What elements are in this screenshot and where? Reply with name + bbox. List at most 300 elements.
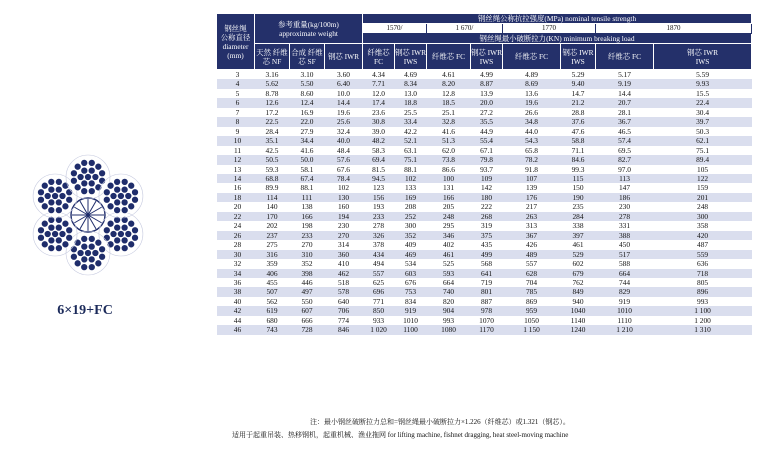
table-row xyxy=(217,155,752,164)
table-cell: 869 xyxy=(503,297,561,306)
table-cell: 12.4 xyxy=(290,98,325,107)
table-cell: 198 xyxy=(290,221,325,230)
col-iwr-1670: 钢芯 IWR IWS xyxy=(471,44,503,70)
wire-icon xyxy=(70,177,77,184)
table-cell: 352 xyxy=(395,231,427,240)
table-cell: 48.2 xyxy=(363,136,395,145)
table-cell: 666 xyxy=(290,316,325,325)
diameter-cell: 7 xyxy=(217,108,255,117)
table-cell: 959 xyxy=(503,306,561,315)
table-cell: 115 xyxy=(561,174,596,183)
wire-icon xyxy=(95,260,102,267)
diameter-cell: 38 xyxy=(217,287,255,296)
table-cell: 30.8 xyxy=(363,117,395,126)
table-cell: 300 xyxy=(395,221,427,230)
table-cell: 409 xyxy=(395,240,427,249)
wire-icon xyxy=(37,234,44,241)
col-iwr-1870: 钢芯 IWR IWS xyxy=(654,44,752,70)
table-cell: 230 xyxy=(325,221,363,230)
table-cell: 313 xyxy=(503,221,561,230)
table-cell: 51.3 xyxy=(427,136,471,145)
table-cell: 518 xyxy=(325,278,363,287)
table-cell: 150 xyxy=(561,183,596,192)
table-cell: 593 xyxy=(427,269,471,278)
table-cell: 54.3 xyxy=(503,136,561,145)
table-cell: 993 xyxy=(654,297,752,306)
table-cell: 190 xyxy=(561,193,596,202)
table-cell: 940 xyxy=(561,297,596,306)
table-cell: 44.9 xyxy=(471,127,503,136)
table-cell: 5.17 xyxy=(596,70,654,80)
table-cell: 88.1 xyxy=(395,165,427,174)
wire-icon xyxy=(59,192,66,199)
wire-icon xyxy=(88,159,95,166)
table-cell: 73.8 xyxy=(427,155,471,164)
table-cell: 44.0 xyxy=(503,127,561,136)
table-cell: 78.4 xyxy=(325,174,363,183)
table-cell: 696 xyxy=(363,287,395,296)
table-cell: 57.6 xyxy=(325,155,363,164)
table-cell: 607 xyxy=(290,306,325,315)
table-cell: 102 xyxy=(325,183,363,192)
wire-icon xyxy=(44,230,51,237)
table-cell: 5.59 xyxy=(654,70,752,80)
table-cell: 1 210 xyxy=(596,325,654,334)
table-row xyxy=(217,202,752,211)
table-cell: 79.8 xyxy=(471,155,503,164)
wire-icon xyxy=(114,178,121,185)
table-cell: 156 xyxy=(363,193,395,202)
tensile-strength-header: 钢丝绳公称抗拉强度(MPa) nominal tensile strength xyxy=(363,14,752,24)
table-cell: 17.2 xyxy=(255,108,290,117)
diameter-cell: 18 xyxy=(217,193,255,202)
table-cell: 100 xyxy=(427,174,471,183)
diameter-cell: 36 xyxy=(217,278,255,287)
wire-icon xyxy=(128,220,135,227)
table-cell: 1 310 xyxy=(654,325,752,334)
table-cell: 375 xyxy=(471,231,503,240)
table-cell: 102 xyxy=(395,174,427,183)
table-cell: 6.40 xyxy=(325,79,363,88)
table-cell: 762 xyxy=(561,278,596,287)
table-cell: 275 xyxy=(255,240,290,249)
table-cell: 397 xyxy=(561,231,596,240)
table-cell: 222 xyxy=(471,202,503,211)
wire-icon xyxy=(77,173,84,180)
table-cell: 378 xyxy=(363,240,395,249)
wire-rope-spec-table xyxy=(216,13,752,335)
table-cell: 58.3 xyxy=(363,146,395,155)
table-cell: 338 xyxy=(561,221,596,230)
wire-icon xyxy=(74,163,81,170)
table-cell: 295 xyxy=(427,221,471,230)
table-cell: 664 xyxy=(427,278,471,287)
col-iwr-1570: 钢芯 IWR IWS xyxy=(395,44,427,70)
table-cell: 3.60 xyxy=(325,70,363,80)
table-cell: 434 xyxy=(363,250,395,259)
wire-icon xyxy=(37,196,44,203)
table-cell: 487 xyxy=(654,240,752,249)
table-cell: 34.4 xyxy=(290,136,325,145)
table-cell: 4.61 xyxy=(427,70,471,80)
wire-icon xyxy=(125,192,132,199)
diameter-cell: 8 xyxy=(217,117,255,126)
table-cell: 22.5 xyxy=(255,117,290,126)
table-cell: 180 xyxy=(471,193,503,202)
table-cell: 62.1 xyxy=(654,136,752,145)
wire-icon xyxy=(81,188,88,195)
col-fc-1770: 纤维芯 FC xyxy=(503,44,561,70)
wire-icon xyxy=(114,199,121,206)
wire-icon xyxy=(88,235,95,242)
wire-icon xyxy=(88,180,95,187)
table-cell: 676 xyxy=(395,278,427,287)
table-row xyxy=(217,146,752,155)
table-cell: 133 xyxy=(395,183,427,192)
table-cell: 270 xyxy=(325,231,363,240)
diameter-cell: 32 xyxy=(217,259,255,268)
table-cell: 25.6 xyxy=(325,117,363,126)
table-cell: 410 xyxy=(325,259,363,268)
table-cell: 42.2 xyxy=(395,127,427,136)
table-cell: 193 xyxy=(363,202,395,211)
table-cell: 233 xyxy=(363,212,395,221)
wire-icon xyxy=(44,192,51,199)
table-cell: 25.1 xyxy=(427,108,471,117)
wire-icon xyxy=(81,264,88,271)
wire-icon xyxy=(107,220,114,227)
table-cell: 14.4 xyxy=(596,89,654,98)
table-cell: 450 xyxy=(596,240,654,249)
wire-icon xyxy=(114,245,121,252)
wire-icon xyxy=(77,249,84,256)
table-cell: 36.7 xyxy=(596,117,654,126)
table-cell: 62.0 xyxy=(427,146,471,155)
table-cell: 919 xyxy=(596,297,654,306)
table-cell: 69.4 xyxy=(363,155,395,164)
table-row xyxy=(217,316,752,325)
wire-icon xyxy=(55,207,62,214)
table-cell: 278 xyxy=(596,212,654,221)
wire-icon xyxy=(66,196,73,203)
table-cell: 1170 xyxy=(471,325,503,334)
table-cell: 23.6 xyxy=(363,108,395,117)
table-cell: 497 xyxy=(290,287,325,296)
wire-icon xyxy=(81,243,88,250)
table-cell: 679 xyxy=(561,269,596,278)
table-cell: 1040 xyxy=(561,306,596,315)
table-cell: 111 xyxy=(290,193,325,202)
table-cell: 603 xyxy=(395,269,427,278)
table-cell: 12.0 xyxy=(363,89,395,98)
table-cell: 131 xyxy=(427,183,471,192)
wire-icon xyxy=(110,192,117,199)
table-cell: 904 xyxy=(427,306,471,315)
wire-icon xyxy=(48,186,55,193)
diameter-cell: 5 xyxy=(217,89,255,98)
table-cell: 664 xyxy=(596,269,654,278)
table-cell: 625 xyxy=(363,278,395,287)
table-cell: 169 xyxy=(395,193,427,202)
table-cell: 1100 xyxy=(395,325,427,334)
table-cell: 37.6 xyxy=(561,117,596,126)
table-cell: 316 xyxy=(255,250,290,259)
wire-icon xyxy=(37,227,44,234)
wire-icon xyxy=(114,207,121,214)
table-cell: 86.6 xyxy=(427,165,471,174)
wire-icon xyxy=(121,237,128,244)
table-row xyxy=(217,183,752,192)
table-row xyxy=(217,269,752,278)
table-cell: 208 xyxy=(395,202,427,211)
table-cell: 113 xyxy=(596,174,654,183)
table-cell: 562 xyxy=(255,297,290,306)
diameter-cell: 26 xyxy=(217,231,255,240)
table-cell: 13.0 xyxy=(395,89,427,98)
table-cell: 499 xyxy=(471,250,503,259)
table-cell: 235 xyxy=(561,202,596,211)
table-cell: 640 xyxy=(325,297,363,306)
wire-icon xyxy=(84,173,91,180)
table-row xyxy=(217,259,752,268)
wire-icon xyxy=(131,227,138,234)
table-row xyxy=(217,212,752,221)
table-cell: 406 xyxy=(255,269,290,278)
table-row xyxy=(217,297,752,306)
rope-construction-label: 6×19+FC xyxy=(57,303,113,318)
wire-icon xyxy=(48,207,55,214)
table-cell: 55.4 xyxy=(471,136,503,145)
table-cell: 1 100 xyxy=(654,306,752,315)
table-cell: 122 xyxy=(654,174,752,183)
diameter-cell: 42 xyxy=(217,306,255,315)
table-row xyxy=(217,98,752,107)
table-cell: 58.1 xyxy=(290,165,325,174)
table-cell: 63.1 xyxy=(395,146,427,155)
diameter-cell: 12 xyxy=(217,155,255,164)
breaking-force-note: 注：最小钢丝破断拉力总和=钢丝绳最小破断拉力×1.226（纤维芯）或1.321（钢芯）。 xyxy=(310,418,570,426)
table-cell: 17.4 xyxy=(363,98,395,107)
table-cell: 263 xyxy=(503,212,561,221)
table-cell: 550 xyxy=(290,297,325,306)
wire-icon xyxy=(81,235,88,242)
table-cell: 919 xyxy=(395,306,427,315)
table-cell: 39.7 xyxy=(654,117,752,126)
table-cell: 22.0 xyxy=(290,117,325,126)
wire-icon xyxy=(107,203,114,210)
wire-icon xyxy=(41,182,48,189)
wire-icon xyxy=(41,220,48,227)
table-cell: 159 xyxy=(654,183,752,192)
table-cell: 89.4 xyxy=(654,155,752,164)
wire-icon xyxy=(88,243,95,250)
table-cell: 39.0 xyxy=(363,127,395,136)
table-cell: 8.78 xyxy=(255,89,290,98)
table-cell: 9.19 xyxy=(596,79,654,88)
table-cell: 32.8 xyxy=(427,117,471,126)
table-cell: 706 xyxy=(325,306,363,315)
table-cell: 114 xyxy=(255,193,290,202)
table-cell: 360 xyxy=(325,250,363,259)
wire-icon xyxy=(55,186,62,193)
wire-icon xyxy=(121,245,128,252)
table-cell: 47.6 xyxy=(561,127,596,136)
wire-icon xyxy=(62,220,69,227)
table-cell: 67.6 xyxy=(325,165,363,174)
table-cell: 18.8 xyxy=(395,98,427,107)
table-cell: 3.16 xyxy=(255,70,290,80)
col-fc-1570: 纤维芯 FC xyxy=(363,44,395,70)
wire-icon xyxy=(99,246,106,253)
diameter-cell: 9 xyxy=(217,127,255,136)
table-cell: 1240 xyxy=(561,325,596,334)
wire-icon xyxy=(128,241,135,248)
table-cell: 109 xyxy=(471,174,503,183)
table-cell: 22.4 xyxy=(654,98,752,107)
table-cell: 97.0 xyxy=(596,165,654,174)
table-cell: 34.8 xyxy=(503,117,561,126)
table-cell: 636 xyxy=(654,259,752,268)
wire-icon xyxy=(48,224,55,231)
table-cell: 20.0 xyxy=(471,98,503,107)
table-cell: 753 xyxy=(395,287,427,296)
table-cell: 75.1 xyxy=(395,155,427,164)
table-cell: 81.5 xyxy=(363,165,395,174)
table-cell: 446 xyxy=(290,278,325,287)
table-cell: 1140 xyxy=(561,316,596,325)
wire-icon xyxy=(66,234,73,241)
wire-icon xyxy=(41,241,48,248)
table-cell: 91.8 xyxy=(503,165,561,174)
table-cell: 105 xyxy=(654,165,752,174)
table-cell: 426 xyxy=(503,240,561,249)
diameter-cell: 13 xyxy=(217,165,255,174)
table-cell: 461 xyxy=(561,240,596,249)
table-row xyxy=(217,117,752,126)
table-cell: 270 xyxy=(290,240,325,249)
table-cell: 18.5 xyxy=(427,98,471,107)
table-cell: 32.4 xyxy=(325,127,363,136)
table-row xyxy=(217,306,752,315)
table-row xyxy=(217,325,752,334)
table-cell: 462 xyxy=(325,269,363,278)
table-cell: 194 xyxy=(325,212,363,221)
diameter-cell: 24 xyxy=(217,221,255,230)
table-cell: 248 xyxy=(427,212,471,221)
table-cell: 559 xyxy=(654,250,752,259)
table-cell: 628 xyxy=(503,269,561,278)
diameter-cell: 10 xyxy=(217,136,255,145)
col-iwr-1770: 钢芯 IWR IWS xyxy=(561,44,596,70)
wire-icon xyxy=(66,227,73,234)
table-cell: 88.1 xyxy=(290,183,325,192)
table-cell: 202 xyxy=(255,221,290,230)
table-cell: 8.87 xyxy=(471,79,503,88)
wire-icon xyxy=(81,167,88,174)
grade-1770: 1770 xyxy=(503,24,596,34)
table-cell: 310 xyxy=(290,250,325,259)
wire-icon xyxy=(125,230,132,237)
table-cell: 50.5 xyxy=(255,155,290,164)
table-cell: 300 xyxy=(654,212,752,221)
table-cell: 201 xyxy=(654,193,752,202)
table-cell: 849 xyxy=(561,287,596,296)
wire-icon xyxy=(121,224,128,231)
wire-icon xyxy=(131,189,138,196)
table-cell: 28.4 xyxy=(255,127,290,136)
table-cell: 641 xyxy=(471,269,503,278)
table-cell: 16.9 xyxy=(290,108,325,117)
table-cell: 8.69 xyxy=(503,79,561,88)
table-cell: 13.6 xyxy=(503,89,561,98)
wire-icon xyxy=(117,230,124,237)
diameter-cell: 14 xyxy=(217,174,255,183)
wire-icon xyxy=(114,186,121,193)
table-cell: 9.40 xyxy=(561,79,596,88)
table-cell: 205 xyxy=(427,202,471,211)
table-cell: 388 xyxy=(596,231,654,240)
table-row xyxy=(217,136,752,145)
table-cell: 744 xyxy=(596,278,654,287)
wire-icon xyxy=(51,230,58,237)
table-cell: 41.6 xyxy=(290,146,325,155)
table-cell: 71.1 xyxy=(561,146,596,155)
diameter-cell: 16 xyxy=(217,183,255,192)
table-cell: 359 xyxy=(255,259,290,268)
table-cell: 50.0 xyxy=(290,155,325,164)
table-row xyxy=(217,165,752,174)
col-fc-1670: 纤维芯 FC xyxy=(427,44,471,70)
table-cell: 850 xyxy=(363,306,395,315)
table-cell: 20.7 xyxy=(596,98,654,107)
wire-icon xyxy=(55,199,62,206)
table-cell: 278 xyxy=(363,221,395,230)
table-cell: 186 xyxy=(596,193,654,202)
table-cell: 455 xyxy=(255,278,290,287)
table-cell: 525 xyxy=(427,259,471,268)
table-cell: 771 xyxy=(363,297,395,306)
table-cell: 35.1 xyxy=(255,136,290,145)
table-cell: 75.1 xyxy=(654,146,752,155)
wire-icon xyxy=(121,186,128,193)
breaking-load-header: 钢丝绳最小破断拉力(KN) minimum breaking load xyxy=(363,34,752,44)
table-cell: 4.69 xyxy=(395,70,427,80)
diameter-cell: 11 xyxy=(217,146,255,155)
table-cell: 1010 xyxy=(395,316,427,325)
table-cell: 57.4 xyxy=(596,136,654,145)
table-cell: 578 xyxy=(325,287,363,296)
wire-icon xyxy=(95,239,102,246)
table-row xyxy=(217,70,752,80)
col-natural-fiber-core: 天然 纤维 芯 NF xyxy=(255,44,290,70)
rope-cross-section-diagram xyxy=(18,145,158,285)
application-note: 适用于起重吊装、热移钢机，起重机械、渔业拖网 for lifting machine, fishnet dragging, heat steel-moving machine xyxy=(232,431,569,439)
table-cell: 718 xyxy=(654,269,752,278)
table-cell: 139 xyxy=(503,183,561,192)
table-cell: 58.8 xyxy=(561,136,596,145)
table-cell: 314 xyxy=(325,240,363,249)
table-cell: 494 xyxy=(363,259,395,268)
table-cell: 52.1 xyxy=(395,136,427,145)
wire-icon xyxy=(88,256,95,263)
table-row xyxy=(217,287,752,296)
table-row xyxy=(217,250,752,259)
wire-icon xyxy=(81,180,88,187)
table-cell: 48.4 xyxy=(325,146,363,155)
table-cell: 160 xyxy=(325,202,363,211)
wire-icon xyxy=(55,245,62,252)
table-cell: 5.50 xyxy=(290,79,325,88)
